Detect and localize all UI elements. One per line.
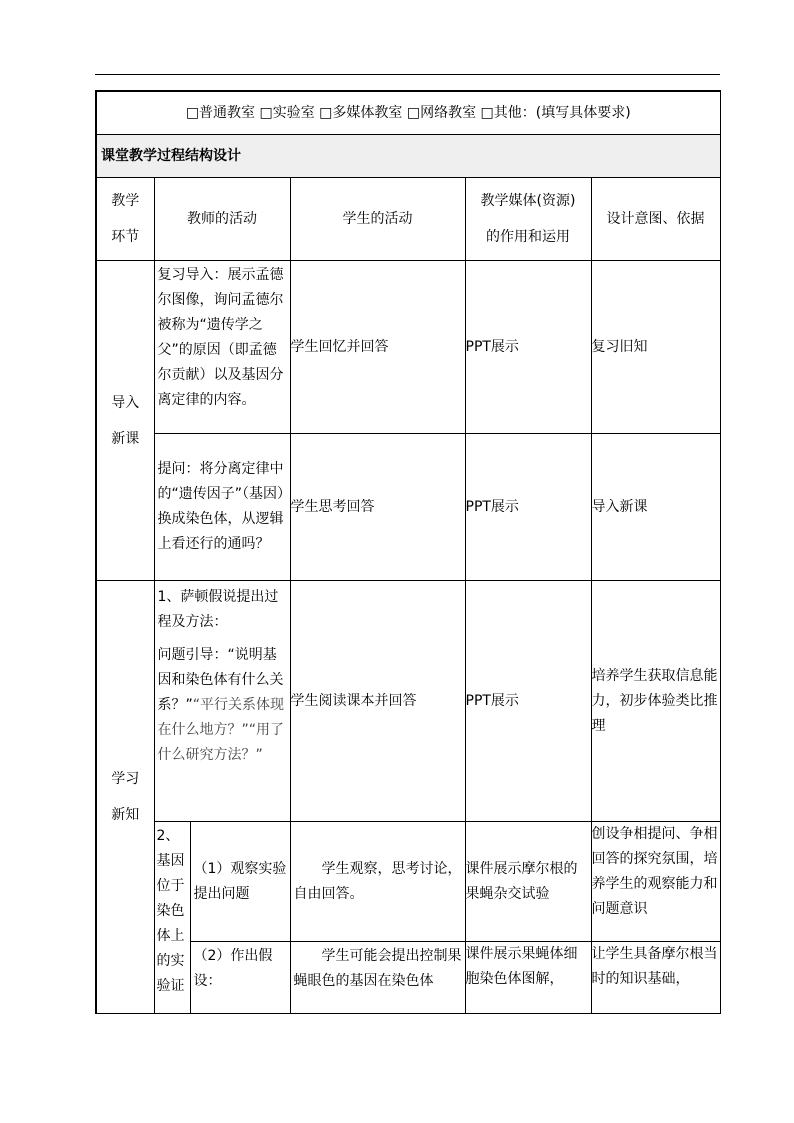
media-usage: PPT展示 xyxy=(465,434,591,581)
media-usage: 课件展示果蝇体细胞染色体图解， xyxy=(465,942,591,1014)
student-activity: 学生思考回答 xyxy=(290,434,465,581)
student-activity: 学生观察，思考讨论，自由回答。 xyxy=(290,822,465,942)
teacher-activity xyxy=(154,581,290,822)
teacher-activity: 提问：将分离定律中的“遗传因子”（基因）换成染色体，从逻辑上看还行的通吗？ xyxy=(154,434,290,581)
table-row xyxy=(96,822,720,942)
stage-intro-line1: 导入 xyxy=(111,394,140,411)
table-row xyxy=(96,261,720,434)
stage-intro-line2: 新课 xyxy=(111,430,140,447)
design-intent: 复习旧知 xyxy=(591,261,720,434)
design-intent: 培养学生获取信息能力，初步体验类比推理 xyxy=(591,581,720,822)
sub-step: （1）观察实验提出问题 xyxy=(190,822,290,942)
room-type-options: □普通教室 □实验室 □多媒体教室 □网络教室 □其他：(填写具体要求) xyxy=(96,91,720,135)
teacher-activity: 复习导入：展示孟德尔图像，询问孟德尔被称为“遗传学之父”的原因（即孟德尔贡献）以及基因分离定律的内容。 xyxy=(154,261,290,434)
header-media-line2: 的作用和运用 xyxy=(486,229,570,245)
stage-learn-line2: 新知 xyxy=(111,807,140,823)
table-row xyxy=(96,942,720,1014)
sub-step: （2）作出假设： xyxy=(190,942,290,1014)
header-teacher: 教师的活动 xyxy=(154,178,290,261)
sub-section-label: 2、基因位于染色体上的实验证 xyxy=(154,822,190,1014)
stage-learn-line1: 学习 xyxy=(111,771,140,787)
teacher-activity-part1: 1、萨顿假说提出过程及方法： xyxy=(157,589,279,630)
lesson-plan-table-wrapper xyxy=(95,90,719,1014)
table-header-row xyxy=(96,178,720,261)
student-activity: 学生阅读课本并回答 xyxy=(290,581,465,822)
header-media xyxy=(465,178,591,261)
design-intent: 导入新课 xyxy=(591,434,720,581)
media-usage: PPT展示 xyxy=(465,261,591,434)
header-student: 学生的活动 xyxy=(290,178,465,261)
header-stage-line2: 环节 xyxy=(111,229,140,245)
teacher-question-2: “平行关系体现在什么地方？”“用了什么研究方法？” xyxy=(157,697,285,763)
table-row xyxy=(96,581,720,822)
student-activity: 学生回忆并回答 xyxy=(290,261,465,434)
section-title: 课堂教学过程结构设计 xyxy=(96,135,720,178)
header-stage-line1: 教学 xyxy=(111,193,140,209)
media-usage: 课件展示摩尔根的果蝇杂交试验 xyxy=(465,822,591,942)
stage-intro xyxy=(96,261,154,581)
header-rule xyxy=(95,74,720,75)
header-media-line1: 教学媒体(资源) xyxy=(480,193,576,209)
design-intent: 让学生具备摩尔根当时的知识基础， xyxy=(591,942,720,1014)
header-stage xyxy=(96,178,154,261)
teacher-question-1: 问题引导：“说明基因和染色体有什么关系？” xyxy=(157,647,284,713)
media-usage: PPT展示 xyxy=(465,581,591,822)
header-intent: 设计意图、依据 xyxy=(591,178,720,261)
teacher-activity-part2 xyxy=(158,643,288,768)
stage-learn xyxy=(96,581,154,1014)
table-row xyxy=(96,434,720,581)
student-activity: 学生可能会提出控制果蝇眼色的基因在染色体 xyxy=(290,942,465,1014)
design-intent: 创设争相提问、争相回答的探究氛围，培养学生的观察能力和问题意识 xyxy=(591,822,720,942)
lesson-plan-table xyxy=(95,90,721,1014)
